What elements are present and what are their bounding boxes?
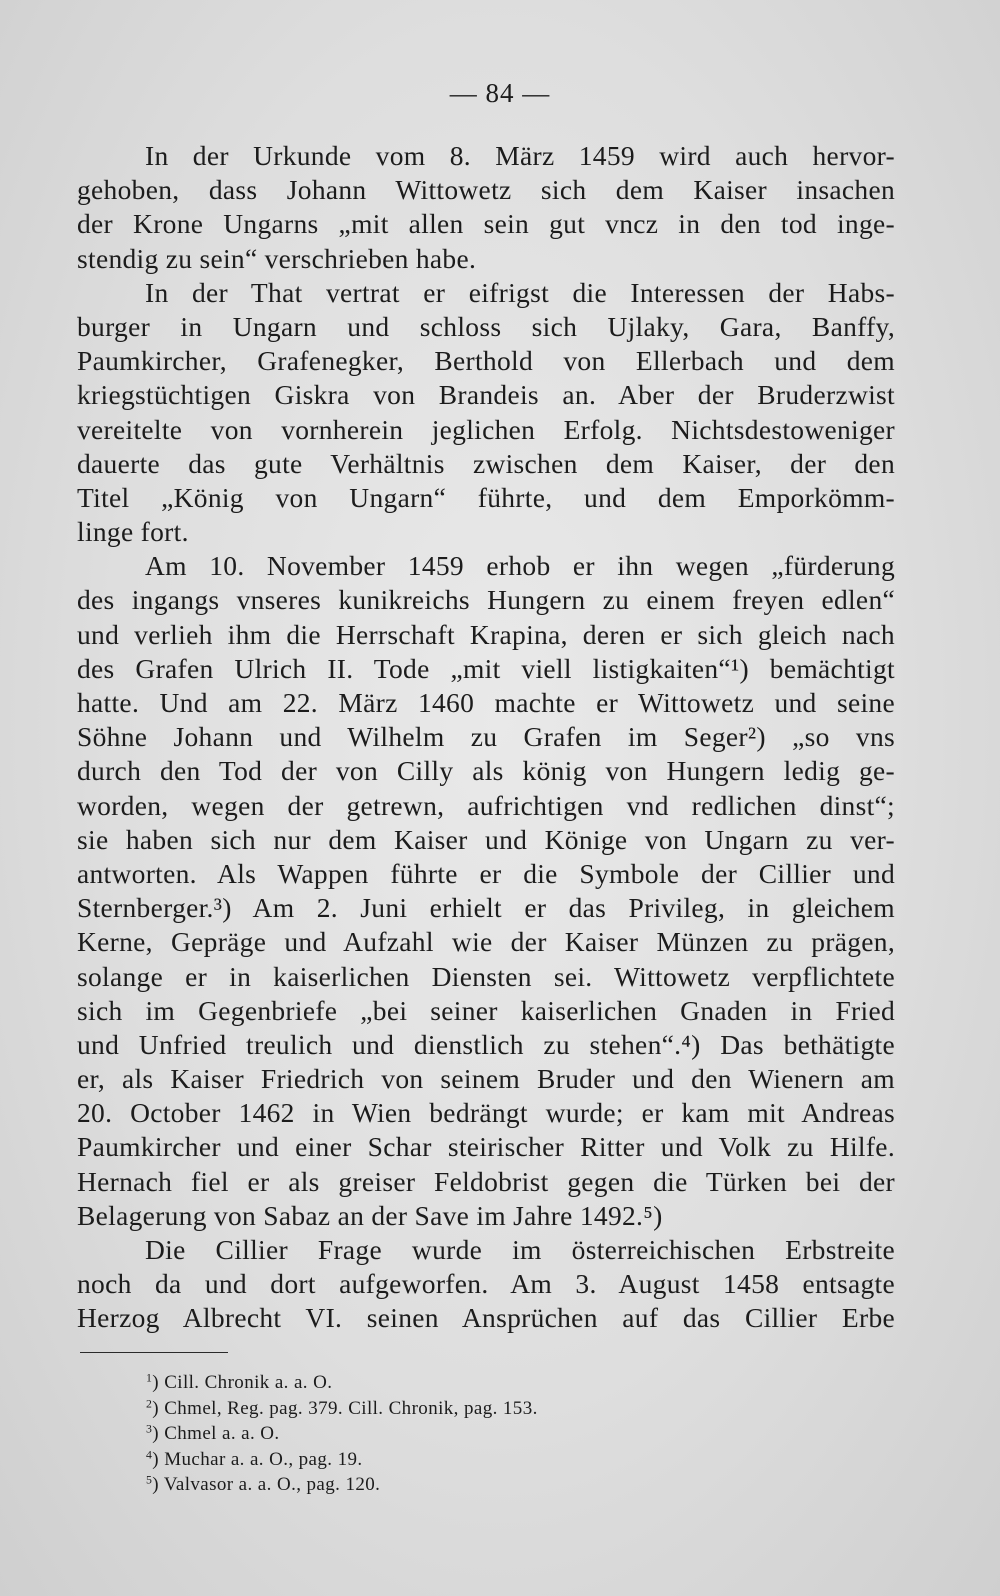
text-line: burger in Ungarn und schloss sich Ujlaky, Gara, Banffy, (77, 310, 895, 342)
text-line: Söhne Johann und Wilhelm zu Grafen im Seger²) „so vns (77, 721, 895, 753)
text-line: In der Urkunde vom 8. März 1459 wird auch hervor- (145, 140, 895, 171)
text-line: hatte. Und am 22. März 1460 machte er Wittowetz und seine (77, 687, 895, 718)
footnote-separator (80, 1352, 228, 1353)
footnote-paren: ) (152, 1448, 165, 1470)
footnote-mark: 1 (146, 1371, 153, 1385)
footnote-paren: ) (152, 1372, 165, 1393)
text-line: er, als Kaiser Friedrich von seinem Bruder und den Wienern am (77, 1063, 895, 1095)
footnote (146, 1370, 746, 1396)
footnote-text: Chmel a. a. O. (164, 1423, 280, 1444)
footnote-mark: 5 (146, 1473, 153, 1487)
footnote-paren: ) (152, 1397, 165, 1419)
footnote (146, 1421, 746, 1447)
footnote-text: Cill. Chronik a. a. O. (164, 1372, 333, 1393)
text-line: kriegstüchtigen Giskra von Brandeis an. Aber der Bruderzwist (77, 379, 895, 411)
text-line: antworten. Als Wappen führte er die Symbole der Cillier und (77, 857, 895, 889)
text-line: worden, wegen der getrewn, aufrichtigen vnd redlichen dinst“; (77, 789, 895, 821)
text-line: dauerte das gute Verhältnis zwischen dem Kaiser, der den (77, 447, 895, 479)
text-line: des ingangs vnseres kunikreichs Hungern zu einem freyen edlen“ (77, 584, 895, 616)
text-line: Belagerung von Sabaz an der Save im Jahre 1492.⁵) (77, 1199, 663, 1231)
text-line: solange er in kaiserlichen Diensten sei. Wittowetz verpflichtete (77, 960, 895, 992)
page-number: — 84 — (449, 78, 551, 108)
text-line: Paumkircher und einer Schar steirischer Ritter und Volk zu Hilfe. (77, 1131, 895, 1163)
footnote-paren: ) (152, 1474, 164, 1495)
text-line: sie haben sich nur dem Kaiser und Könige von Ungarn zu ver- (77, 823, 895, 855)
footnote-text: Valvasor a. a. O., pag. 120. (163, 1474, 381, 1495)
text-line: Titel „König von Ungarn“ führte, und dem Emporkömm- (77, 481, 895, 513)
text-line: sich im Gegenbriefe „bei seiner kaiserlichen Gnaden in Fried (77, 994, 895, 1026)
text-line: Hernach fiel er als greiser Feldobrist gegen die Türken bei der (77, 1165, 895, 1197)
text-line: Die Cillier Frage wurde im österreichischen Erbstreite (145, 1234, 895, 1265)
text-line: stendig zu sein“ verschrieben habe. (77, 242, 477, 274)
footnote (146, 1472, 746, 1498)
footnote-mark: 2 (146, 1397, 153, 1411)
footnote-text: Chmel, Reg. pag. 379. Cill. Chronik, pag. 153. (164, 1397, 538, 1419)
text-line: des Grafen Ulrich II. Tode „mit viell listigkaiten“¹) bemächtigt (77, 652, 895, 684)
text-line: Kerne, Gepräge und Aufzahl wie der Kaiser Münzen zu prägen, (77, 926, 895, 958)
footnote-paren: ) (152, 1423, 165, 1444)
text-line: und verlieh ihm die Herrschaft Krapina, deren er sich gleich nach (77, 618, 895, 650)
text-line: vereitelte von vornherein jeglichen Erfolg. Nichtsdestoweniger (77, 413, 895, 445)
text-line: In der That vertrat er eifrigst die Interessen der Habs- (145, 276, 895, 308)
footnote-mark: 3 (146, 1422, 153, 1436)
text-line: Paumkircher, Grafenegker, Berthold von Ellerbach und dem (77, 345, 895, 377)
footnote-mark: 4 (146, 1448, 153, 1462)
footnote (146, 1447, 746, 1473)
text-line: gehoben, dass Johann Wittowetz sich dem Kaiser insachen (77, 174, 895, 206)
text-line: und Unfried treulich und dienstlich zu stehen“.⁴) Das bethätigte (77, 1028, 895, 1060)
text-line: 20. October 1462 in Wien bedrängt wurde; er kam mit Andreas (77, 1097, 895, 1129)
text-line: durch den Tod der von Cilly als könig von Hungern ledig ge- (77, 755, 895, 787)
text-line: Sternberger.³) Am 2. Juni erhielt er das Privileg, in gleichem (77, 892, 895, 924)
footnote (146, 1396, 746, 1422)
text-line: Herzog Albrecht VI. seinen Ansprüchen auf das Cillier Erbe (77, 1302, 895, 1334)
text-line: noch da und dort aufgeworfen. Am 3. August 1458 entsagte (77, 1268, 895, 1300)
body-text (77, 139, 895, 1336)
footnote-text: Muchar a. a. O., pag. 19. (164, 1448, 363, 1470)
text-line: der Krone Ungarns „mit allen sein gut vncz in den tod inge- (77, 208, 895, 240)
footnotes (146, 1370, 746, 1498)
text-line: linge fort. (77, 516, 189, 548)
text-line: Am 10. November 1459 erhob er ihn wegen „fürderung (145, 550, 895, 582)
